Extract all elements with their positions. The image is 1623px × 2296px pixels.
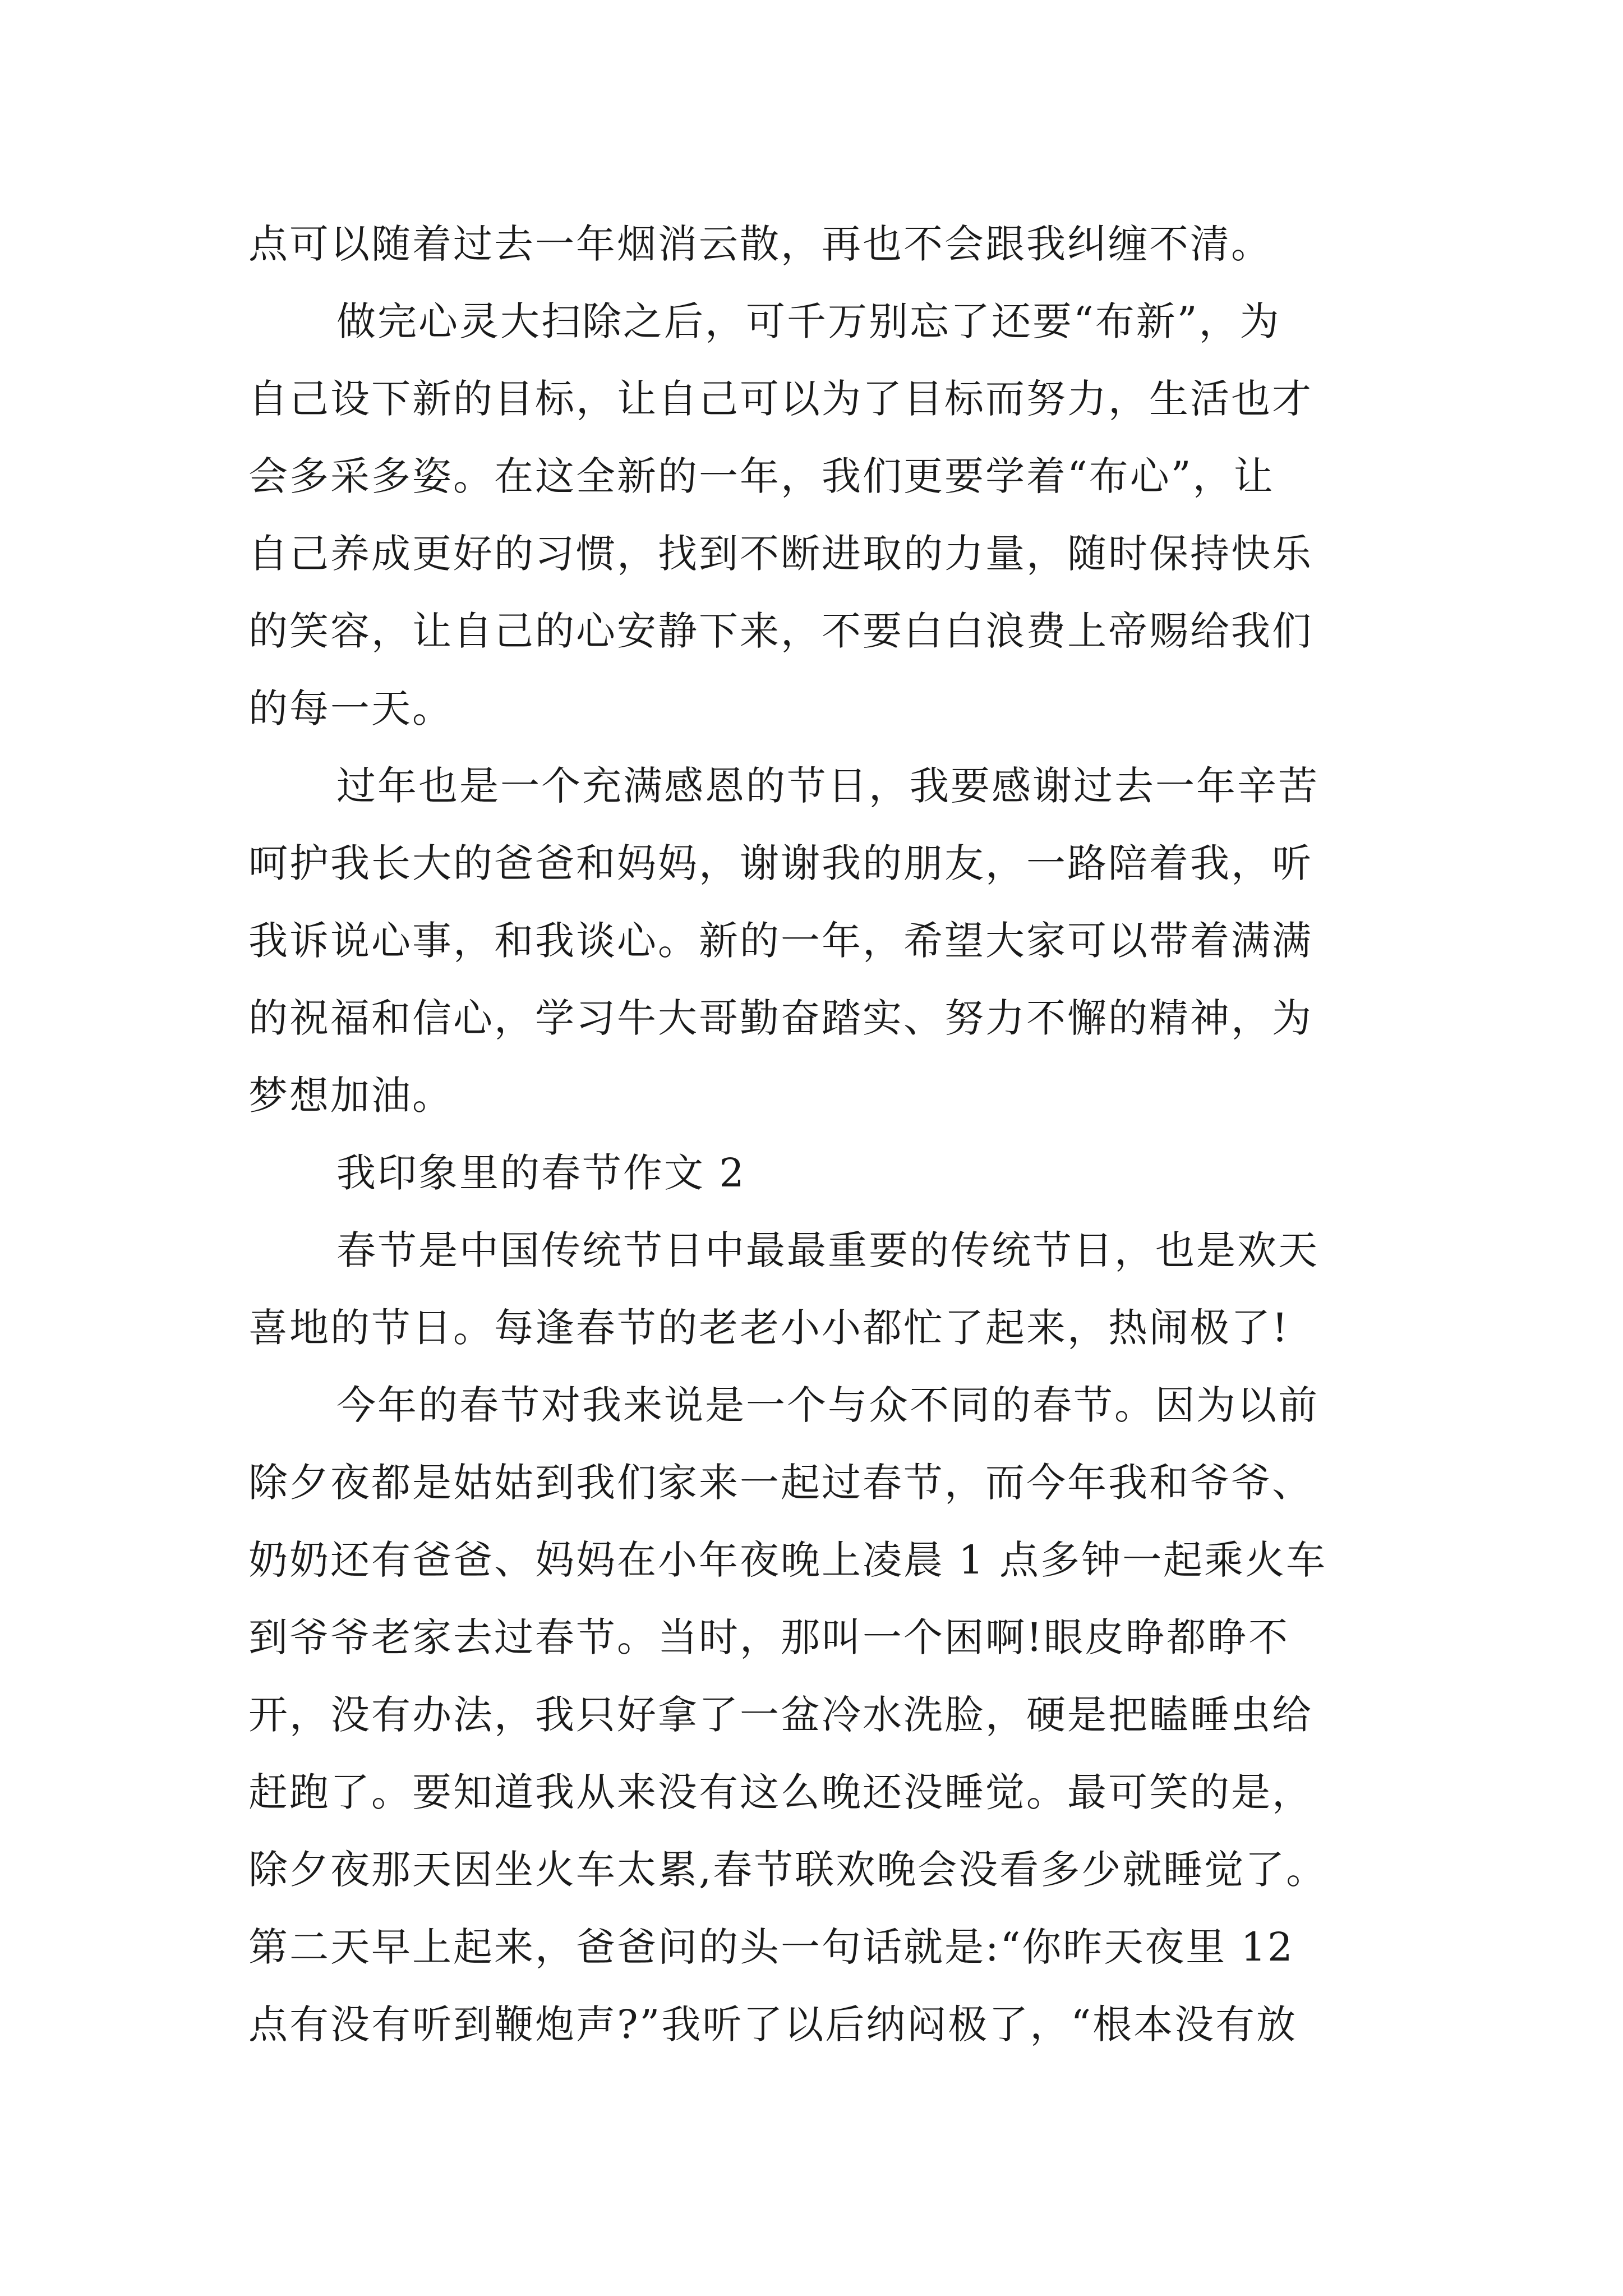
text-line-12: 梦想加油。 bbox=[248, 1073, 453, 1119]
text-line-9: 呵护我长大的爸爸和妈妈，谢谢我的朋友，一路陪着我，听 bbox=[248, 840, 1313, 886]
text-line-7: 的每一天。 bbox=[248, 685, 453, 731]
text-line-22: 除夕夜那天因坐火车太累,春节联欢晚会没看多少就睡觉了。 bbox=[248, 1847, 1327, 1893]
text-line-10: 我诉说心事，和我谈心。新的一年，希望大家可以带着满满 bbox=[248, 918, 1313, 964]
text-line-24: 点有没有听到鞭炮声?”我听了以后纳闷极了，“根本没有放 bbox=[248, 2001, 1298, 2047]
text-line-4: 会多采多姿。在这全新的一年，我们更要学着“布心”，让 bbox=[248, 453, 1275, 499]
text-line-20: 开，没有办法，我只好拿了一盆冷水洗脸，硬是把瞌睡虫给 bbox=[248, 1692, 1313, 1738]
text-line-23: 第二天早上起来，爸爸问的头一句话就是:“你昨天夜里 12 bbox=[248, 1924, 1294, 1970]
text-line-19: 到爷爷老家去过春节。当时，那叫一个困啊!眼皮睁都睁不 bbox=[248, 1614, 1290, 1660]
text-line-8: 过年也是一个充满感恩的节日，我要感谢过去一年辛苦 bbox=[336, 763, 1319, 809]
text-line-2: 做完心灵大扫除之后，可千万别忘了还要“布新”，为 bbox=[336, 298, 1281, 344]
text-line-1: 点可以随着过去一年烟消云散，再也不会跟我纠缠不清。 bbox=[248, 221, 1272, 267]
text-line-18: 奶奶还有爸爸、妈妈在小年夜晚上凌晨 1 点多钟一起乘火车 bbox=[248, 1537, 1327, 1583]
text-line-11: 的祝福和信心，学习牛大哥勤奋踏实、努力不懈的精神，为 bbox=[248, 995, 1313, 1041]
text-line-16: 今年的春节对我来说是一个与众不同的春节。因为以前 bbox=[336, 1382, 1319, 1428]
text-line-14: 春节是中国传统节日中最最重要的传统节日，也是欢天 bbox=[336, 1227, 1319, 1273]
text-line-5: 自己养成更好的习惯，找到不断进取的力量，随时保持快乐 bbox=[248, 531, 1313, 577]
text-line-6: 的笑容，让自己的心安静下来，不要白白浪费上帝赐给我们 bbox=[248, 608, 1313, 654]
text-line-21: 赶跑了。要知道我从来没有这么晚还没睡觉。最可笑的是， bbox=[248, 1769, 1313, 1815]
text-line-17: 除夕夜都是姑姑到我们家来一起过春节，而今年我和爷爷、 bbox=[248, 1460, 1313, 1506]
text-line-15: 喜地的节日。每逢春节的老老小小都忙了起来，热闹极了! bbox=[248, 1305, 1290, 1351]
essay-heading: 我印象里的春节作文 2 bbox=[336, 1150, 746, 1196]
text-line-3: 自己设下新的目标，让自己可以为了目标而努力，生活也才 bbox=[248, 376, 1313, 422]
